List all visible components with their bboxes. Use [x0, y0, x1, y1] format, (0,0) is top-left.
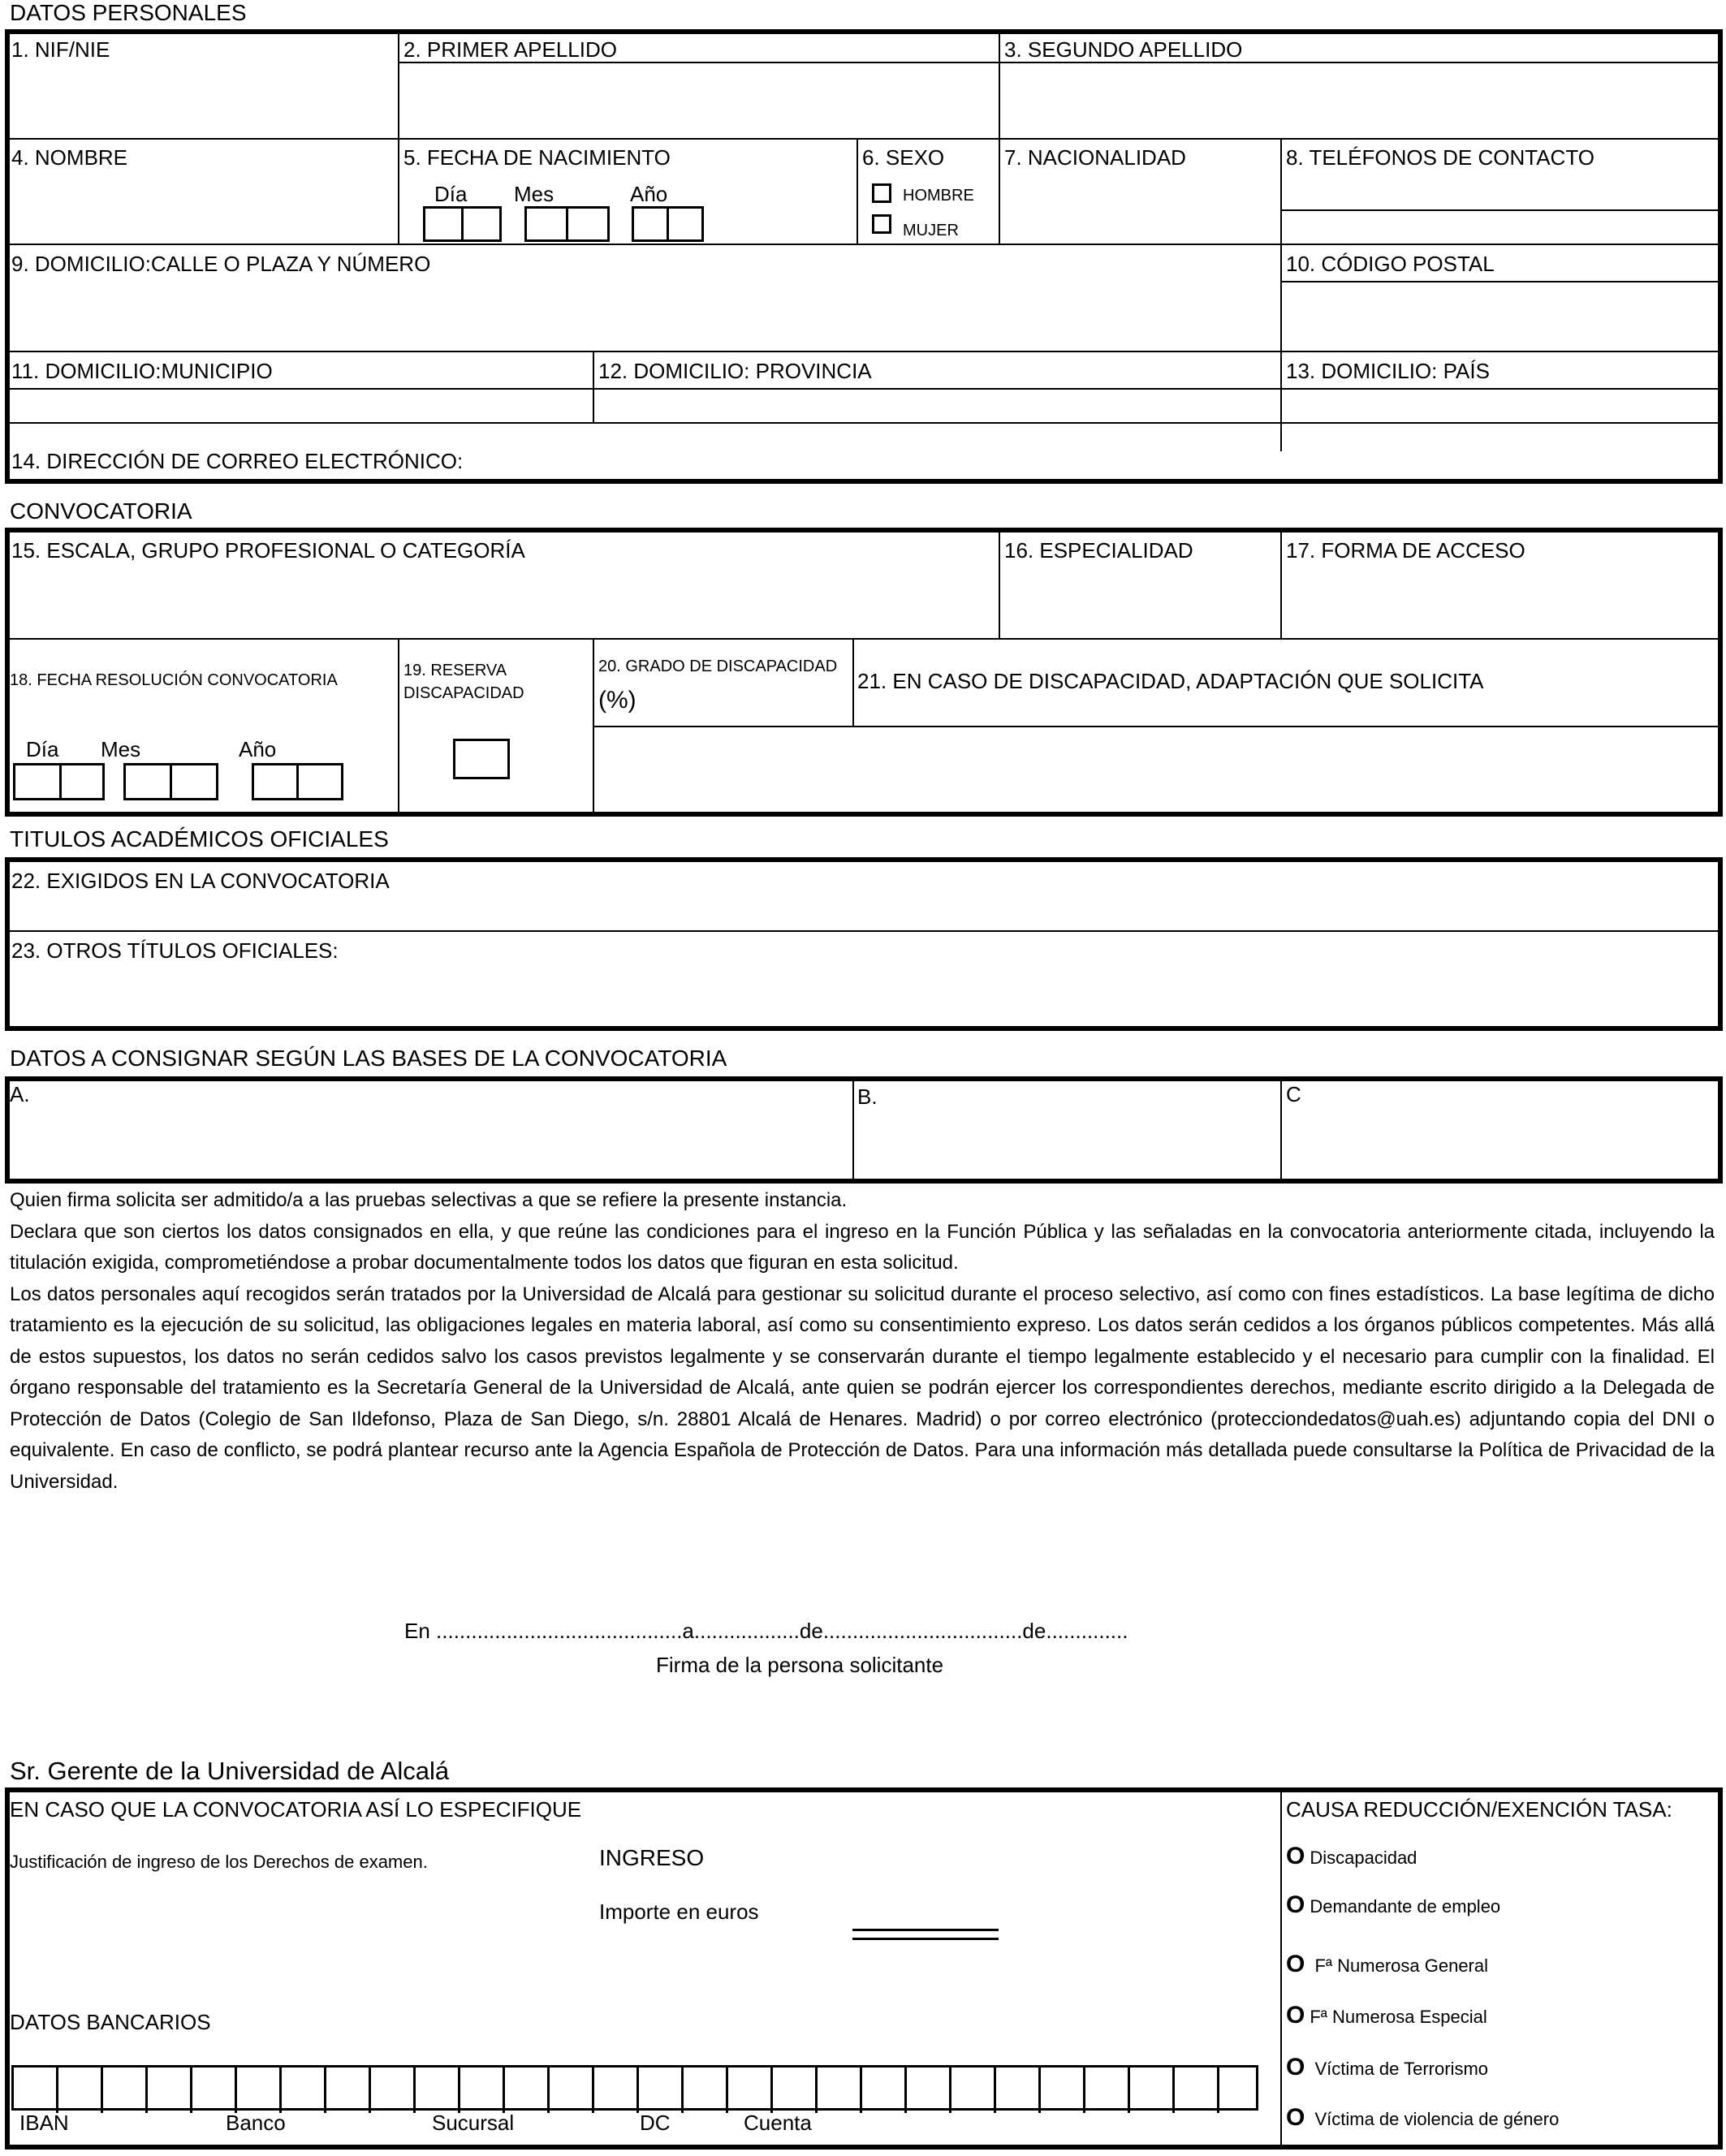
reserve-label-line1: 19. RESERVA [403, 662, 507, 679]
other-titles-label: 23. OTROS TÍTULOS OFICIALES: [11, 938, 339, 963]
section-title-titles: TITULOS ACADÉMICOS OFICIALES [10, 826, 389, 852]
phones-label: 8. TELÉFONOS DE CONTACTO [1286, 145, 1594, 170]
resolution-day-digit-2[interactable] [59, 763, 105, 800]
birth-month-digit-2[interactable] [566, 206, 610, 242]
disability-degree-label: 20. GRADO DE DISCAPACIDAD [598, 658, 838, 675]
resolution-month-label: Mes [101, 737, 141, 761]
male-checkbox[interactable] [872, 183, 891, 203]
female-checkbox[interactable] [872, 214, 891, 234]
radio-icon: O [1286, 2002, 1305, 2029]
resolution-day-label: Día [26, 737, 59, 761]
email-label: 14. DIRECCIÓN DE CORREO ELECTRÓNICO: [11, 449, 464, 473]
disability-degree-field[interactable] [596, 729, 849, 810]
dc-label: DC [640, 2111, 671, 2135]
resolution-date-label: 18. FECHA RESOLUCIÓN CONVOCATORIA [10, 671, 338, 689]
justification-label: Justificación de ingreso de los Derechos de examen. [10, 1852, 428, 1872]
adaptation-label: 21. EN CASO DE DISCAPACIDAD, ADAPTACIÓN QUE SOLICITA [857, 669, 1484, 693]
percent-label: (%) [598, 687, 636, 714]
nif-field[interactable] [10, 65, 395, 135]
reduction-option-disability[interactable]: O Discapacidad [1286, 1843, 1417, 1869]
other-titles-field[interactable] [10, 966, 1715, 1024]
reserve-disability-box[interactable] [453, 739, 510, 779]
bases-a-label: A. [10, 1082, 30, 1106]
first-surname-field[interactable] [401, 65, 995, 135]
radio-icon: O [1286, 2104, 1305, 2131]
scale-label: 15. ESCALA, GRUPO PROFESIONAL O CATEGORÍA [11, 538, 525, 563]
section-title-bases: DATOS A CONSIGNAR SEGÚN LAS BASES DE LA CONVOCATORIA [10, 1046, 727, 1071]
declaration-request: Quien firma solicita ser admitido/a a las pruebas selectivas a que se refiere la presente instancia. [10, 1189, 848, 1211]
radio-icon: O [1286, 1951, 1305, 1977]
resolution-day-digit-1[interactable] [13, 763, 62, 800]
required-titles-field[interactable] [10, 893, 1715, 927]
resolution-year-digit-1[interactable] [252, 763, 299, 800]
bank-data-label: DATOS BANCARIOS [10, 2010, 211, 2034]
reduction-title: CAUSA REDUCCIÓN/EXENCIÓN TASA: [1286, 1797, 1672, 1822]
bases-c-label: C [1286, 1082, 1301, 1106]
phones-field[interactable] [1284, 213, 1715, 242]
bases-b-field[interactable] [856, 1109, 1278, 1179]
specialty-label: 16. ESPECIALIDAD [1004, 538, 1193, 563]
first-surname-label: 2. PRIMER APELLIDO [403, 37, 617, 62]
radio-icon: O [1286, 1891, 1305, 1918]
specify-label: EN CASO QUE LA CONVOCATORIA ASÍ LO ESPECIFIQUE [10, 1797, 582, 1822]
nationality-field[interactable] [1002, 172, 1278, 241]
signer-label: Firma de la persona solicitante [656, 1653, 944, 1677]
radio-icon: O [1286, 1843, 1305, 1869]
reduction-option-job-seeker[interactable]: O Demandante de empleo [1286, 1891, 1501, 1918]
resolution-month-digit-2[interactable] [170, 763, 218, 800]
postal-code-label: 10. CÓDIGO POSTAL [1286, 252, 1495, 276]
resolution-year-digit-2[interactable] [296, 763, 343, 800]
province-field[interactable] [596, 391, 1278, 420]
reserve-label-line2: DISCAPACIDAD [403, 684, 524, 702]
reduction-option-large-family-special[interactable]: O Fª Numerosa Especial [1286, 2002, 1487, 2029]
birth-day-digit-2[interactable] [461, 206, 502, 242]
country-field[interactable] [1284, 391, 1715, 420]
birth-date-label: 5. FECHA DE NACIMIENTO [403, 145, 671, 170]
section-title-personal: DATOS PERSONALES [10, 0, 247, 25]
reduction-option-gender-violence-victim[interactable]: O Víctima de violencia de género [1286, 2104, 1560, 2131]
section-title-call: CONVOCATORIA [10, 498, 192, 524]
reduction-option-large-family-general[interactable]: O Fª Numerosa General [1286, 1951, 1489, 1977]
birth-month-digit-1[interactable] [524, 206, 568, 242]
municipality-label: 11. DOMICILIO:MUNICIPIO [11, 359, 273, 383]
birth-month-label: Mes [514, 182, 554, 206]
municipality-field[interactable] [10, 391, 590, 420]
branch-label: Sucursal [432, 2111, 515, 2135]
bank-account-grid[interactable] [11, 2065, 1258, 2111]
country-label: 13. DOMICILIO: PAÍS [1286, 359, 1490, 383]
female-label: MUJER [903, 222, 959, 239]
sex-label: 6. SEXO [862, 145, 945, 170]
recipient-line: Sr. Gerente de la Universidad de Alcalá [10, 1757, 450, 1785]
resolution-month-digit-1[interactable] [123, 763, 172, 800]
reduction-option-terrorism-victim[interactable]: O Víctima de Terrorismo [1286, 2054, 1488, 2081]
name-field[interactable] [10, 172, 395, 241]
nationality-label: 7. NACIONALIDAD [1004, 145, 1186, 170]
male-label: HOMBRE [903, 187, 974, 205]
birth-day-label: Día [434, 182, 468, 206]
specialty-field[interactable] [1002, 568, 1278, 635]
amount-label: Importe en euros [599, 1899, 759, 1924]
nif-label: 1. NIF/NIE [11, 37, 110, 62]
amount-field[interactable] [852, 1929, 999, 1940]
email-field[interactable] [422, 430, 1713, 479]
scale-field[interactable] [10, 568, 996, 635]
bases-a-field[interactable] [10, 1109, 849, 1179]
birth-year-label: Año [630, 182, 668, 206]
access-field[interactable] [1284, 568, 1715, 635]
province-label: 12. DOMICILIO: PROVINCIA [598, 359, 872, 383]
birth-year-digit-1[interactable] [632, 206, 669, 242]
bases-c-field[interactable] [1284, 1109, 1715, 1179]
birth-year-digit-2[interactable] [667, 206, 704, 242]
iban-label: IBAN [19, 2111, 69, 2135]
street-label: 9. DOMICILIO:CALLE O PLAZA Y NÚMERO [11, 252, 431, 276]
declaration-truth: Declara que son ciertos los datos consignados en ella, y que reúne las condiciones para el ingreso en la Función Pública y las señaladas en la convocatoria anteriormente citada, incluyendo la titulación exigida, comprometiéndose a probar documentalmente todos los datos que figuran en esta solicitud. [10, 1220, 1715, 1274]
declaration-privacy: Los datos personales aquí recogidos serán tratados por la Universidad de Alcalá para gestionar su solicitud durante el proceso selectivo, así como con fines estadísticos. La base legítima de dicho tratamiento es la ejecución de su solicitud, las obligaciones legales en materia laboral, así como su consentimiento expreso. Los datos serán cedidos a los órganos públicos competentes. Más allá de estos supuestos, los datos no serán cedidos salvo los casos previstos legalmente y se conservarán durante el tiempo legalmente establecido y el necesario para cumplir con la finalidad. El órgano responsable del tratamiento es la Secretaría General de la Universidad de Alcalá, ante quien se podrán ejercer los correspondientes derechos, mediante escrito dirigido a la Delegada de Protección de Datos (Colegio de San Ildefonso, Plaza de San Diego, s/n. 28801 Alcalá de Henares. Madrid) o por correo electrónico (protecciondedatos@uah.es) adjuntando copia del DNI o equivalente. En caso de conflicto, se podrá plantear recurso ante la Agencia Española de Protección de Datos. Para una información más detallada puede consultarse la Política de Privacidad de la Universidad. [10, 1283, 1715, 1493]
place-date-line[interactable]: En ..........................................a..................de..................................de.............. [404, 1619, 1128, 1643]
resolution-year-label: Año [239, 737, 277, 761]
street-field[interactable] [10, 284, 1278, 347]
second-surname-field[interactable] [1002, 65, 1715, 135]
account-label: Cuenta [744, 2111, 812, 2135]
ingreso-label: INGRESO [599, 1845, 705, 1870]
name-label: 4. NOMBRE [11, 145, 128, 170]
declaration-text [10, 1185, 1715, 1498]
access-label: 17. FORMA DE ACCESO [1286, 538, 1525, 563]
second-surname-label: 3. SEGUNDO APELLIDO [1004, 37, 1243, 62]
bank-name-label: Banco [226, 2111, 286, 2135]
radio-icon: O [1286, 2054, 1305, 2081]
required-titles-label: 22. EXIGIDOS EN LA CONVOCATORIA [11, 869, 390, 893]
bases-b-label: B. [857, 1084, 878, 1109]
birth-day-digit-1[interactable] [423, 206, 464, 242]
postal-code-field[interactable] [1284, 284, 1715, 347]
